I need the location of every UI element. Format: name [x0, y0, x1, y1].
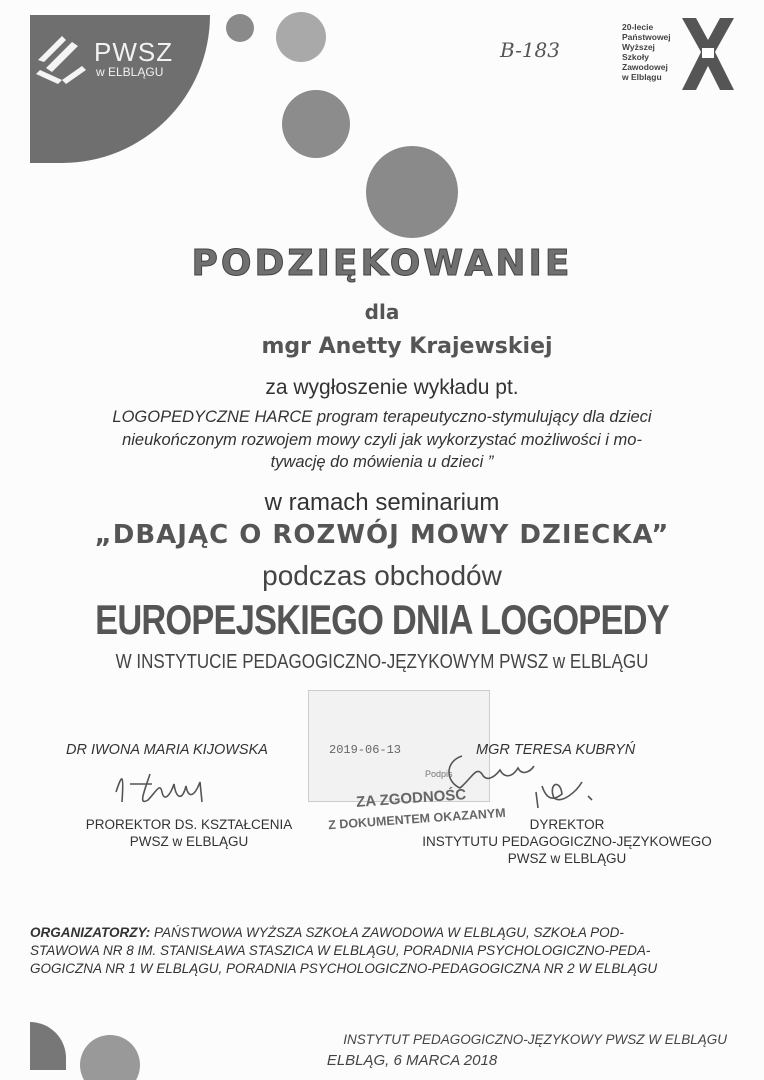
- role-line: PROREKTOR DS. KSZTAŁCENIA: [85, 817, 293, 832]
- handwritten-reference: B-183: [500, 38, 560, 62]
- role-line: PWSZ w ELBLĄGU: [129, 834, 249, 849]
- occasion-name: EUROPEJSKIEGO DNIA LOGOPEDY: [95, 596, 669, 643]
- organizers-line: STAWOWA NR 8 IM. STANISŁAWA STASZICA W ELBLĄGU, PORADNIA PSYCHOLOGICZNO-PEDA-: [30, 943, 651, 958]
- topic-line: nieukończonym rozwojem mowy czyli jak wykorzystać możliwości i mo-: [122, 430, 642, 449]
- badge-line: Zawodowej: [622, 62, 668, 72]
- footer-place-date: ELBLĄG, 6 MARCA 2018: [326, 1052, 498, 1069]
- lecture-intro: za wygłoszenie wykładu pt.: [265, 376, 519, 399]
- anniversary-x-icon: [682, 18, 734, 90]
- badge-line: w Elblągu: [622, 72, 662, 82]
- decor-dot: [282, 90, 350, 158]
- badge-line: 20-lecie: [622, 22, 654, 32]
- topic-line: LOGOPEDYCZNE HARCE program terapeutyczno-stymulujący dla dzieci: [112, 408, 652, 426]
- role-line: PWSZ w ELBLĄGU: [507, 851, 627, 866]
- lecture-topic: [32, 406, 732, 474]
- right-signature-icon: [442, 748, 612, 814]
- organizers-line: PAŃSTWOWA WYŻSZA SZKOŁA ZAWODOWA W ELBLĄGU, SZKOŁA POD-: [154, 925, 624, 940]
- topic-line: tywację do mówienia u dzieci ”: [270, 453, 494, 471]
- organizers-block: [30, 924, 730, 978]
- seminar-name: „DBAJĄC O ROZWÓJ MOWY DZIECKA”: [94, 520, 670, 550]
- stamp-date: 2019-06-13: [329, 743, 402, 757]
- decor-dot: [226, 14, 254, 42]
- for-label: dla: [364, 300, 400, 324]
- role-line: DYREKTOR: [529, 817, 605, 832]
- anniversary-badge: [622, 22, 671, 82]
- organizers-label: ORGANIZATORZY:: [30, 925, 151, 940]
- stamp-line-2: Z DOKUMENTEM OKAZANYM: [327, 805, 507, 833]
- logo-subtext: w ELBLĄGU: [96, 65, 164, 79]
- decor-dot: [366, 146, 458, 238]
- recipient-name: mgr Anetty Krajewskiej: [261, 334, 553, 359]
- stamp-sign-label: Podpis: [425, 769, 453, 779]
- logo-text: PWSZ: [94, 37, 174, 67]
- left-signatory-name: DR IWONA MARIA KIJOWSKA: [66, 742, 268, 758]
- organizers-line: GOGICZNA NR 1 W ELBLĄGU, PORADNIA PSYCHOLOGICZNO-PEDAGOGICZNA NR 2 W ELBLĄGU: [30, 961, 658, 976]
- footer-institute: INSTYTUT PEDAGOGICZNO-JĘZYKOWY PWSZ W ELBLĄGU: [343, 1032, 727, 1047]
- stamp-line-1: ZA ZGODNOŚĆ: [355, 786, 467, 811]
- certificate-title: PODZIĘKOWANIE: [191, 243, 573, 284]
- badge-line: Wyższej: [622, 42, 655, 52]
- seminar-intro: w ramach seminarium: [264, 489, 500, 516]
- pwsz-logo-icon: [32, 30, 90, 88]
- occasion-intro: podczas obchodów: [262, 560, 502, 591]
- right-signatory-role: [402, 816, 732, 867]
- badge-line: Szkoły: [622, 52, 649, 62]
- role-line: INSTYTUTU PEDAGOGICZNO-JĘZYKOWEGO: [422, 834, 712, 849]
- institute-line: W INSTYTUCIE PEDAGOGICZNO-JĘZYKOWYM PWSZ w ELBLĄGU: [115, 651, 649, 673]
- right-signatory-name: MGR TERESA KUBRYŃ: [476, 742, 636, 758]
- badge-line: Państwowej: [622, 32, 671, 42]
- left-signature-icon: [108, 762, 218, 812]
- decor-dot: [276, 12, 326, 62]
- left-signatory-role: [64, 816, 314, 850]
